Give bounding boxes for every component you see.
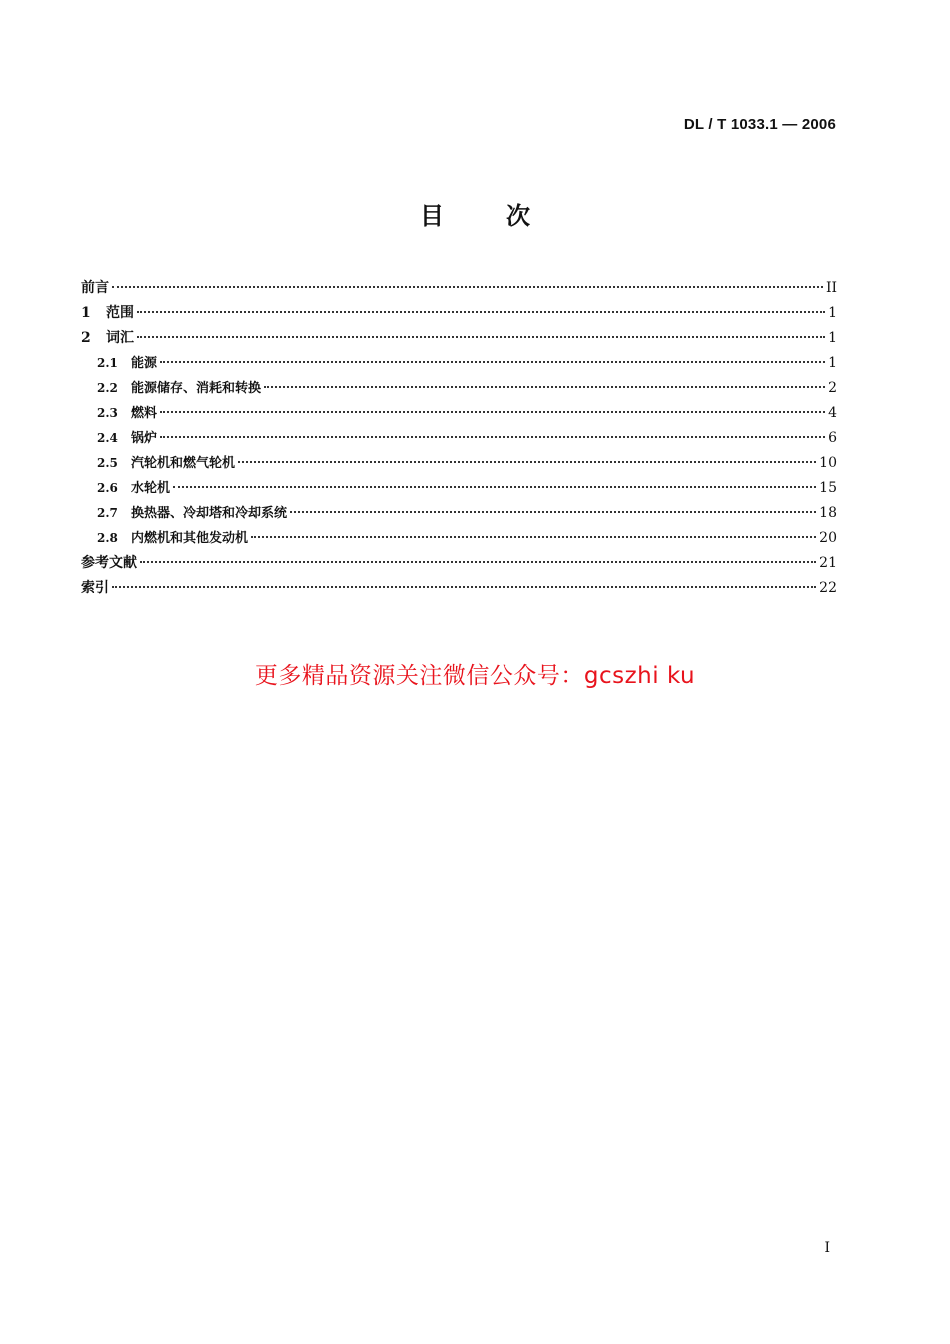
toc-entry[interactable] [81, 552, 837, 577]
toc-entry[interactable] [81, 502, 837, 527]
toc-entry[interactable] [81, 302, 837, 327]
toc-entry-number: 2.7 [97, 506, 118, 520]
toc-entry-page: 10 [819, 455, 837, 471]
toc-leader-dots [112, 286, 823, 288]
toc-entry-label: 水轮机 [131, 481, 171, 496]
toc-entry[interactable] [81, 527, 837, 552]
toc-entry[interactable] [81, 577, 837, 602]
toc-entry-page: 22 [819, 580, 837, 596]
toc-entry[interactable] [81, 452, 837, 477]
toc-entry-page: 1 [828, 330, 837, 346]
toc-entry-label: 索引 [81, 580, 109, 596]
toc-entry-page: 1 [828, 355, 837, 371]
toc-entry-page: 1 [828, 305, 837, 321]
toc-leader-dots [160, 361, 825, 363]
toc-entry-number: 2.4 [97, 431, 118, 445]
toc-leader-dots [160, 436, 825, 438]
toc-leader-dots [290, 511, 816, 513]
toc-entry[interactable] [81, 477, 837, 502]
toc-leader-dots [137, 336, 825, 338]
toc-leader-dots [137, 311, 825, 313]
toc-leader-dots [112, 586, 816, 588]
page-number: I [824, 1240, 830, 1256]
toc-entry-label: 锅炉 [131, 431, 158, 446]
toc-leader-dots [238, 461, 816, 463]
toc-leader-dots [264, 386, 825, 388]
toc-entry-label: 前言 [81, 280, 109, 296]
toc-entry-label: 内燃机和其他发动机 [131, 531, 249, 546]
toc-entry-label: 范围 [106, 305, 134, 321]
toc-entry[interactable] [81, 327, 837, 352]
toc-entry[interactable] [81, 352, 837, 377]
toc-entry-label: 能源 [131, 356, 158, 371]
standard-code: DL / T 1033.1 — 2006 [683, 116, 836, 133]
toc-entry-label: 汽轮机和燃气轮机 [131, 456, 236, 471]
toc-title: 目次 [420, 202, 592, 230]
toc-entry-page: 4 [828, 405, 837, 421]
toc-entry-number: 2.6 [97, 481, 118, 495]
toc-entry-page: 18 [819, 505, 837, 521]
toc-entry-label: 换热器、冷却塔和冷却系统 [131, 506, 288, 521]
toc-entry-number: 2.2 [97, 381, 118, 395]
toc-leader-dots [140, 561, 816, 563]
toc-entry-page: 20 [819, 530, 837, 546]
toc-leader-dots [160, 411, 825, 413]
toc-leader-dots [251, 536, 816, 538]
toc-entry-page: 21 [819, 555, 837, 571]
toc-entry-label: 能源储存、消耗和转换 [131, 381, 262, 396]
toc-entry-page: 15 [819, 480, 837, 496]
toc-entry[interactable] [81, 402, 837, 427]
toc-entry-number: 2 [81, 330, 91, 346]
table-of-contents [81, 277, 837, 602]
toc-entry[interactable] [81, 277, 837, 302]
toc-entry-number: 1 [81, 305, 91, 321]
toc-entry-number: 2.8 [97, 531, 118, 545]
wechat-notice: 更多精品资源关注微信公众号：gcszhi ku [254, 663, 696, 689]
toc-entry-label: 词汇 [106, 330, 134, 346]
toc-entry-number: 2.5 [97, 456, 118, 470]
toc-entry[interactable] [81, 377, 837, 402]
toc-entry-number: 2.1 [97, 356, 118, 370]
toc-entry-page: II [825, 280, 837, 296]
toc-entry[interactable] [81, 427, 837, 452]
toc-entry-page: 2 [828, 380, 837, 396]
toc-entry-label: 参考文献 [81, 555, 137, 571]
toc-entry-page: 6 [828, 430, 837, 446]
toc-leader-dots [173, 486, 816, 488]
toc-entry-label: 燃料 [131, 406, 158, 421]
toc-entry-number: 2.3 [97, 406, 118, 420]
